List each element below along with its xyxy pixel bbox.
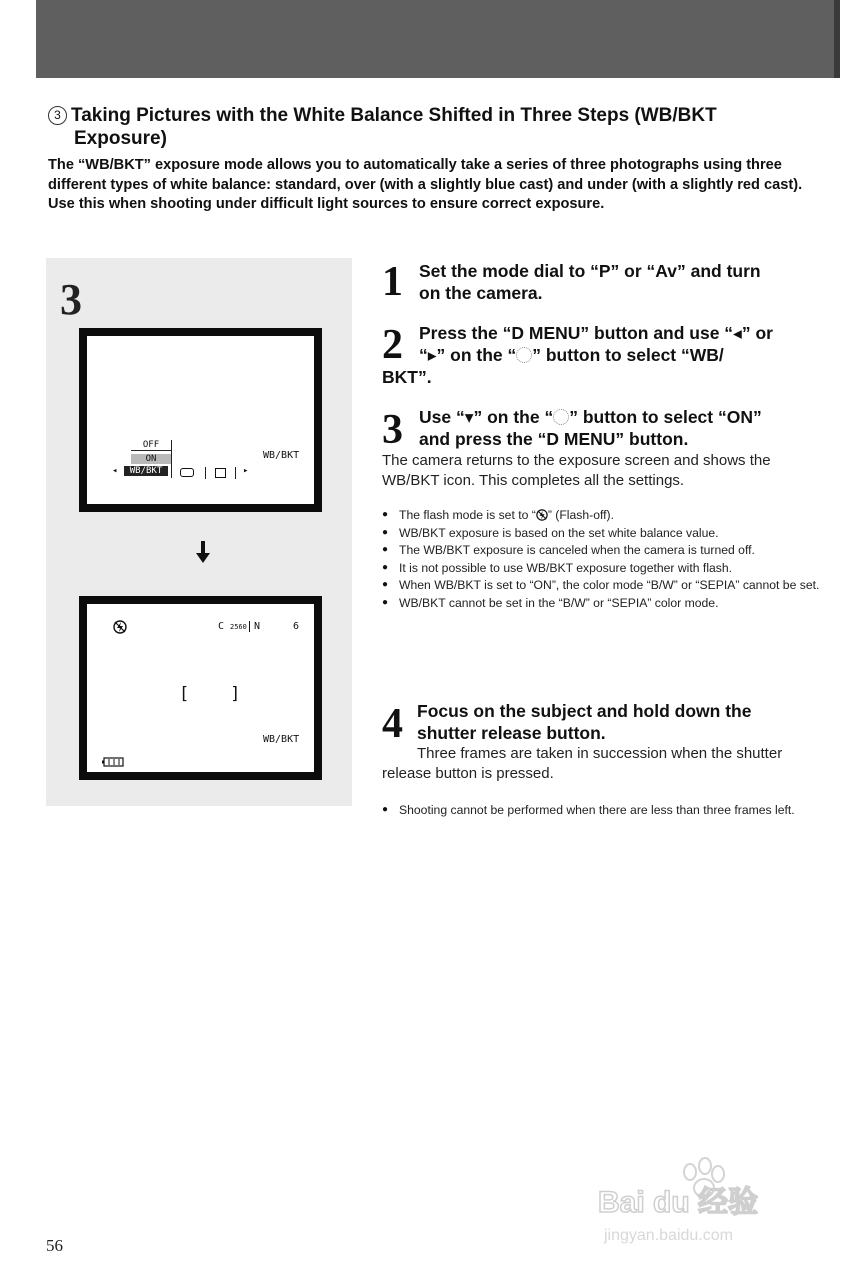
image-quality: N	[254, 621, 261, 632]
resolution-divider	[249, 621, 250, 632]
menu-divider	[171, 440, 172, 478]
svg-text:Bai du 经验: Bai du 经验	[598, 1186, 759, 1219]
menu-option-on: ON	[131, 454, 171, 464]
header-band	[36, 0, 840, 78]
battery-icon	[102, 754, 124, 772]
section-title-line1: Taking Pictures with the White Balance Shifted in Three Steps (WB/BKT	[71, 105, 717, 126]
circled-number: 3	[48, 106, 67, 125]
frames-remaining: 6	[293, 621, 300, 632]
baidu-logo-icon	[590, 1150, 810, 1250]
down-arrow-icon	[196, 541, 210, 569]
page-number: 56	[46, 1236, 63, 1255]
list-item: ● WB/BKT exposure is based on the set white balance value.	[382, 525, 822, 542]
step-1-heading: Set the mode dial to “P” or “Av” and turn on the camera.	[419, 261, 761, 303]
header-band-edge	[834, 0, 840, 78]
shutter-speed: 2560	[230, 623, 247, 631]
self-timer-icon	[215, 468, 226, 478]
step-4-body: Three frames are taken in succession when the shutter release button is pressed.	[382, 745, 783, 782]
figure-panel	[46, 258, 352, 806]
svg-text:jingyan.baidu.com: jingyan.baidu.com	[604, 1227, 733, 1244]
cross-key-icon-2	[553, 409, 569, 425]
lcd-screen-menu	[79, 328, 322, 512]
menu-option-off: OFF	[131, 440, 171, 451]
baidu-watermark	[590, 1150, 810, 1250]
figure-number: 3	[60, 275, 82, 324]
list-item: ● Shooting cannot be performed when there are less than three frames left.	[382, 802, 824, 819]
step-4-number: 4	[382, 701, 403, 747]
wbbkt-indicator: WB/BKT	[263, 450, 300, 461]
list-item: ● The WB/BKT exposure is canceled when the camera is turned off.	[382, 542, 822, 559]
menu-divider-2	[205, 467, 206, 479]
intro-text	[48, 156, 828, 215]
intro-paragraph-2: Use this when shooting under difficult light sources to ensure correct exposure.	[48, 196, 605, 212]
step-1-number: 1	[382, 259, 403, 305]
section-title-line2: Exposure)	[74, 128, 167, 149]
list-item: ● It is not possible to use WB/BKT exposure together with flash.	[382, 560, 822, 577]
step-3-body: The camera returns to the exposure screen and shows the WB/BKT icon. This completes all the settings.	[382, 452, 771, 489]
list-item: ● WB/BKT cannot be set in the “B/W” or “SEPIA” color mode.	[382, 595, 822, 612]
wbbkt-icon: WB/BKT	[263, 734, 300, 745]
menu-divider-3	[235, 467, 236, 479]
step-2-heading: Press the “D MENU” button and use “◂” or “▸” on the “ ” button to select “WB/ BKT”.	[382, 323, 773, 387]
step-4-heading: Focus on the subject and hold down the shutter release button.	[417, 701, 752, 743]
cross-key-icon	[516, 347, 532, 363]
step-4-notes	[382, 802, 824, 820]
step-3-heading: Use “▾” on the “ ” button to select “ON” and press the “D MENU” button.	[419, 407, 762, 449]
flash-off-icon	[536, 509, 548, 521]
flash-off-icon	[113, 620, 127, 639]
lcd-screen-exposure	[79, 596, 322, 780]
step-3-notes	[382, 507, 822, 612]
note-flash-off: ● The flash mode is set to “ ” (Flash-off).	[382, 507, 822, 524]
intro-paragraph-1: The “WB/BKT” exposure mode allows you to automatically take a series of three photographs using three different types of white balance: standard, over (with a slightly blue cast) and under (with a slightly red cast).	[48, 157, 803, 193]
af-frame: [ ]	[179, 684, 241, 704]
continuous-mode-icon	[180, 468, 194, 477]
step-2-number: 2	[382, 322, 403, 368]
step-3-number: 3	[382, 407, 403, 453]
camera-mode: C	[218, 621, 225, 632]
list-item: ● When WB/BKT is set to “ON”, the color mode “B/W” or “SEPIA” cannot be set.	[382, 577, 822, 594]
right-arrow-icon: ▸	[243, 466, 249, 476]
menu-option-wbbkt: WB/BKT	[124, 466, 168, 476]
section-heading	[48, 104, 818, 150]
left-arrow-icon: ◂	[112, 466, 118, 476]
